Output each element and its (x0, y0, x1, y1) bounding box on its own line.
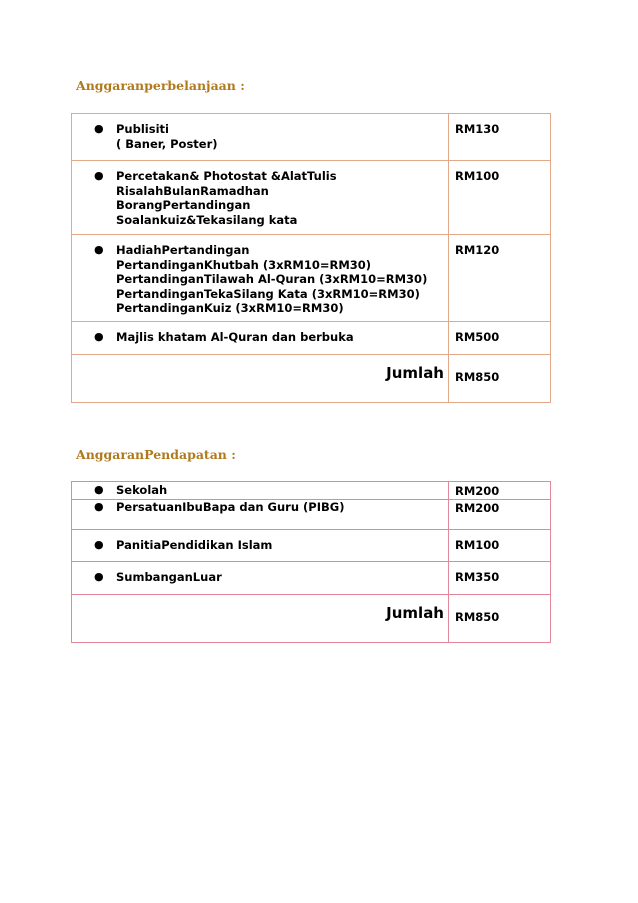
expenses-table (71, 113, 551, 403)
table-row (72, 561, 551, 594)
table-row (72, 499, 551, 529)
bullet-icon: ● (94, 483, 104, 496)
item-amount: RM120 (455, 243, 500, 257)
table-row (72, 322, 551, 355)
expenses-heading: Anggaranperbelanjaan : (76, 78, 245, 93)
item-amount: RM130 (455, 122, 500, 136)
table-row (72, 529, 551, 561)
item-line: PersatuanIbuBapa dan Guru (PIBG) (116, 499, 345, 514)
item-line: SumbanganLuar (116, 569, 222, 584)
item-amount: RM350 (455, 569, 500, 584)
total-amount: RM850 (455, 609, 500, 624)
item-amount: RM500 (455, 330, 500, 344)
income-heading: AnggaranPendapatan : (76, 447, 236, 462)
item-line: Publisiti (116, 122, 169, 136)
bullet-icon: ● (94, 122, 104, 135)
bullet-icon: ● (94, 499, 104, 513)
table-row (72, 114, 551, 161)
income-table (71, 481, 551, 643)
item-line: ( Baner, Poster) (116, 136, 218, 151)
item-line: PertandinganTekaSilang Kata (3xRM10=RM30) (116, 286, 420, 301)
bullet-icon: ● (94, 569, 104, 583)
bullet-icon: ● (94, 169, 104, 182)
item-line: PertandinganTilawah Al-Quran (3xRM10=RM30) (116, 272, 428, 286)
item-line: HadiahPertandingan (116, 243, 250, 257)
item-line: Majlis khatam Al-Quran dan berbuka (116, 330, 354, 344)
item-line: Percetakan& Photostat &AlatTulis (116, 169, 337, 183)
bullet-icon: ● (94, 243, 104, 256)
item-amount: RM200 (455, 484, 500, 498)
bullet-icon: ● (94, 537, 104, 551)
item-line: PanitiaPendidikan Islam (116, 537, 273, 552)
item-line: PertandinganKuiz (3xRM10=RM30) (116, 301, 344, 315)
item-line: BorangPertandingan (116, 198, 251, 212)
item-line: RisalahBulanRamadhan (116, 183, 269, 198)
item-amount: RM100 (455, 169, 500, 183)
item-line: Sekolah (116, 483, 168, 497)
total-label: Jumlah (386, 603, 444, 622)
table-row (72, 235, 551, 322)
table-row (72, 161, 551, 235)
table-row (72, 482, 551, 500)
total-row (72, 355, 551, 403)
total-row (72, 594, 551, 642)
item-line: PertandinganKhutbah (3xRM10=RM30) (116, 257, 372, 272)
item-amount: RM200 (455, 500, 500, 515)
item-line: Soalankuiz&Tekasilang kata (116, 212, 298, 227)
item-amount: RM100 (455, 537, 500, 552)
total-amount: RM850 (455, 370, 500, 384)
bullet-icon: ● (94, 330, 104, 343)
total-label: Jumlah (386, 364, 444, 382)
